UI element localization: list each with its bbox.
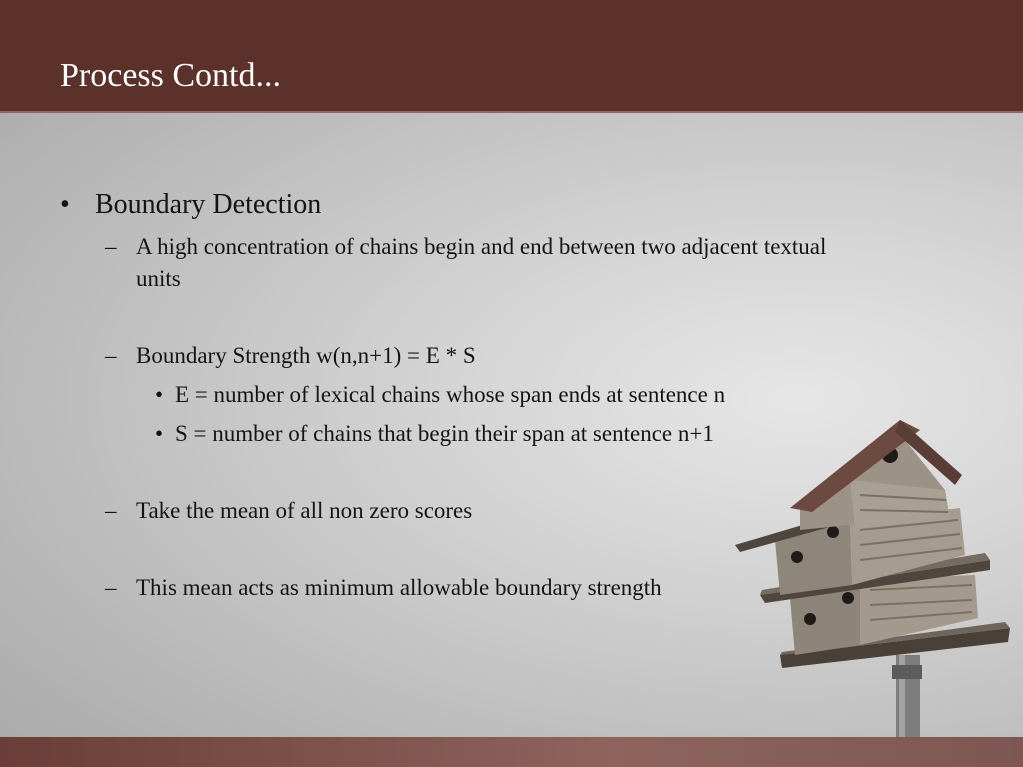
dash-marker: – xyxy=(105,575,117,600)
dash-marker: – xyxy=(105,343,117,368)
bullet-marker: • xyxy=(155,421,164,446)
sub-bullet-concentration-line1: A high concentration of chains begin and end between two adjacent textual xyxy=(136,234,827,259)
slide-title: Process Contd... xyxy=(60,57,281,94)
bullet-marker: • xyxy=(155,382,164,407)
bullet-boundary-detection: Boundary Detection xyxy=(95,189,322,220)
sub-bullet-concentration-line2: units xyxy=(136,266,181,291)
sub-bullet-boundary-strength: Boundary Strength w(n,n+1) = E * S xyxy=(136,343,476,368)
sub-bullet-minimum-strength: This mean acts as minimum allowable boundary strength xyxy=(136,575,662,600)
sub-sub-bullet-s-definition: S = number of chains that begin their span at sentence n+1 xyxy=(175,421,714,446)
dash-marker: – xyxy=(105,498,117,523)
sub-bullet-take-mean: Take the mean of all non zero scores xyxy=(136,498,473,523)
dash-marker: – xyxy=(105,234,117,259)
bottom-bar xyxy=(0,737,1023,767)
bullet-marker: • xyxy=(60,189,70,220)
sub-sub-bullet-e-definition: E = number of lexical chains whose span ends at sentence n xyxy=(175,382,726,407)
